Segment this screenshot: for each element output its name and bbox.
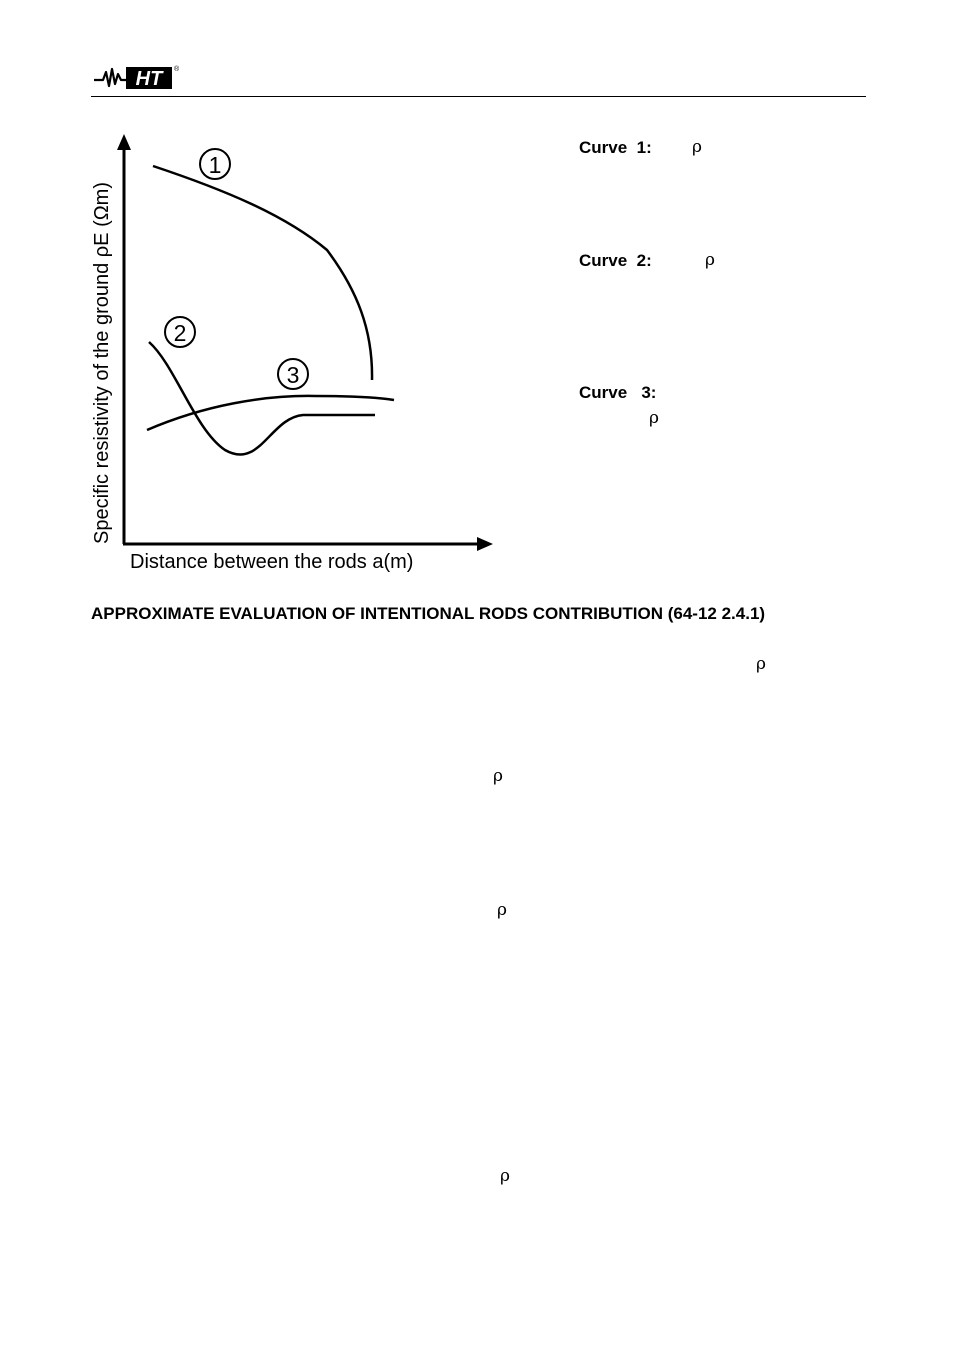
curve-2-marker-label: 2 xyxy=(173,320,187,346)
resistivity-figure xyxy=(85,130,505,580)
curve-1-label: Curve 1: xyxy=(579,138,652,157)
body-rho-3: ρ xyxy=(497,900,507,920)
x-axis-arrow xyxy=(477,537,493,551)
ht-logo xyxy=(93,60,179,92)
waveform-icon xyxy=(94,69,127,86)
x-axis-label: Distance between the rods a(m) xyxy=(130,551,414,573)
curve-1 xyxy=(153,166,372,380)
body-rho-2: ρ xyxy=(493,766,503,786)
curve-3-marker-label: 3 xyxy=(286,362,300,388)
y-axis-arrow xyxy=(117,134,131,150)
curve-1-rho: ρ xyxy=(692,137,702,157)
section-title: APPROXIMATE EVALUATION OF INTENTIONAL RODS CONTRIBUTION (64-12 2.4.1) xyxy=(91,604,766,623)
header-rule xyxy=(91,96,866,97)
curve-2-label: Curve 2: xyxy=(579,251,652,270)
curve-3-label: Curve 3: xyxy=(579,383,657,402)
curve-2-rho: ρ xyxy=(705,250,715,270)
logo-text: HT xyxy=(135,68,163,90)
curve-3 xyxy=(147,396,394,430)
y-axis-label: Specific resistivity of the ground ρE (Ωm) xyxy=(91,181,113,544)
curve-3-rho: ρ xyxy=(649,408,659,428)
registered-mark: ® xyxy=(174,66,179,73)
curve-1-marker-label: 1 xyxy=(208,152,222,178)
body-rho-4: ρ xyxy=(500,1166,510,1186)
body-rho-1: ρ xyxy=(756,654,766,674)
